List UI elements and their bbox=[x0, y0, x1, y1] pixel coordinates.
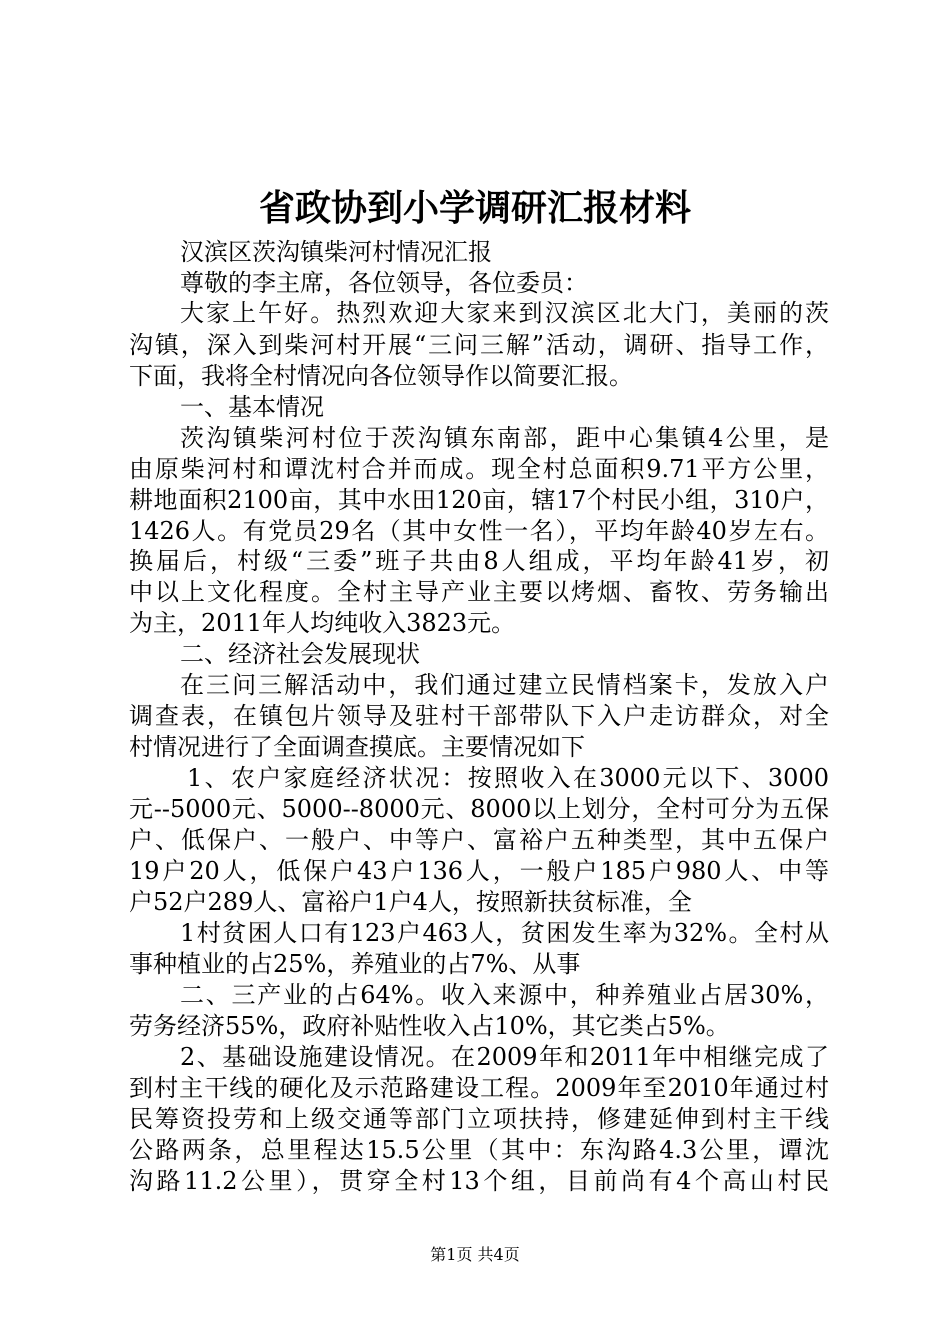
text-line: 公路两条，总里程达15.5公里（其中：东沟路4.3公里，谭沈 bbox=[129, 1136, 829, 1164]
text-line: 中以上文化程度。全村主导产业主要以烤烟、畜牧、劳务输出 bbox=[129, 578, 829, 606]
text-line: 换届后，村级“三委”班子共由8人组成，平均年龄41岁，初 bbox=[129, 547, 829, 575]
text-line: 尊敬的李主席，各位领导，各位委员： bbox=[180, 269, 588, 297]
text-line: 二、三产业的占64%。收入来源中，种养殖业占居30%， bbox=[180, 981, 829, 1009]
text-line: 汉滨区茨沟镇柴河村情况汇报 bbox=[180, 238, 492, 266]
text-line: 19户20人，低保户43户136人，一般户185户980人、中等 bbox=[129, 857, 829, 885]
text-line: 在三问三解活动中，我们通过建立民情档案卡，发放入户 bbox=[180, 671, 829, 699]
text-line: 沟路11.2公里），贯穿全村13个组，目前尚有4个高山村民 bbox=[129, 1167, 829, 1195]
text-line: 由原柴河村和谭沈村合并而成。现全村总面积9.71平方公里， bbox=[129, 455, 829, 483]
text-line: 耕地面积2100亩，其中水田120亩，辖17个村民小组，310户， bbox=[129, 486, 829, 514]
text-line: 下面，我将全村情况向各位领导作以简要汇报。 bbox=[129, 362, 633, 390]
text-line: 户52户289人、富裕户1户4人，按照新扶贫标准，全 bbox=[129, 888, 692, 916]
text-line: 茨沟镇柴河村位于茨沟镇东南部，距中心集镇4公里，是 bbox=[180, 424, 829, 452]
text-line: 2、基础设施建设情况。在2009年和2011年中相继完成了 bbox=[180, 1043, 829, 1071]
text-line: 1、农户家庭经济状况：按照收入在3000元以下、3000 bbox=[187, 764, 829, 792]
text-line: 事种植业的占25%，养殖业的占7%、从事 bbox=[129, 950, 581, 978]
section-heading: 一、基本情况 bbox=[180, 393, 324, 421]
page-number: 第1页 共4页 bbox=[430, 1245, 520, 1264]
document-title: 省政协到小学调研汇报材料 bbox=[258, 187, 691, 229]
text-line: 元--5000元、5000--8000元、8000以上划分，全村可分为五保 bbox=[129, 795, 829, 823]
text-line: 1426人。有党员29名（其中女性一名），平均年龄40岁左右。 bbox=[129, 517, 829, 545]
text-line: 到村主干线的硬化及示范路建设工程。2009年至2010年通过村 bbox=[129, 1074, 829, 1102]
text-line: 为主，2011年人均纯收入3823元。 bbox=[129, 609, 516, 637]
section-heading: 二、经济社会发展现状 bbox=[180, 640, 420, 668]
text-line: 民筹资投劳和上级交通等部门立项扶持，修建延伸到村主干线 bbox=[129, 1105, 829, 1133]
text-line: 1村贫困人口有123户463人，贫困发生率为32%。全村从 bbox=[180, 919, 829, 947]
text-line: 沟镇，深入到柴河村开展“三问三解”活动，调研、指导工作， bbox=[129, 331, 829, 359]
text-line: 劳务经济55%，政府补贴性收入占10%，其它类占5%。 bbox=[129, 1012, 730, 1040]
text-line: 调查表，在镇包片领导及驻村干部带队下入户走访群众，对全 bbox=[129, 702, 829, 730]
text-line: 大家上午好。热烈欢迎大家来到汉滨区北大门，美丽的茨 bbox=[180, 299, 829, 327]
text-line: 户、低保户、一般户、中等户、富裕户五种类型，其中五保户 bbox=[129, 826, 829, 854]
text-line: 村情况进行了全面调查摸底。主要情况如下 bbox=[129, 733, 585, 761]
